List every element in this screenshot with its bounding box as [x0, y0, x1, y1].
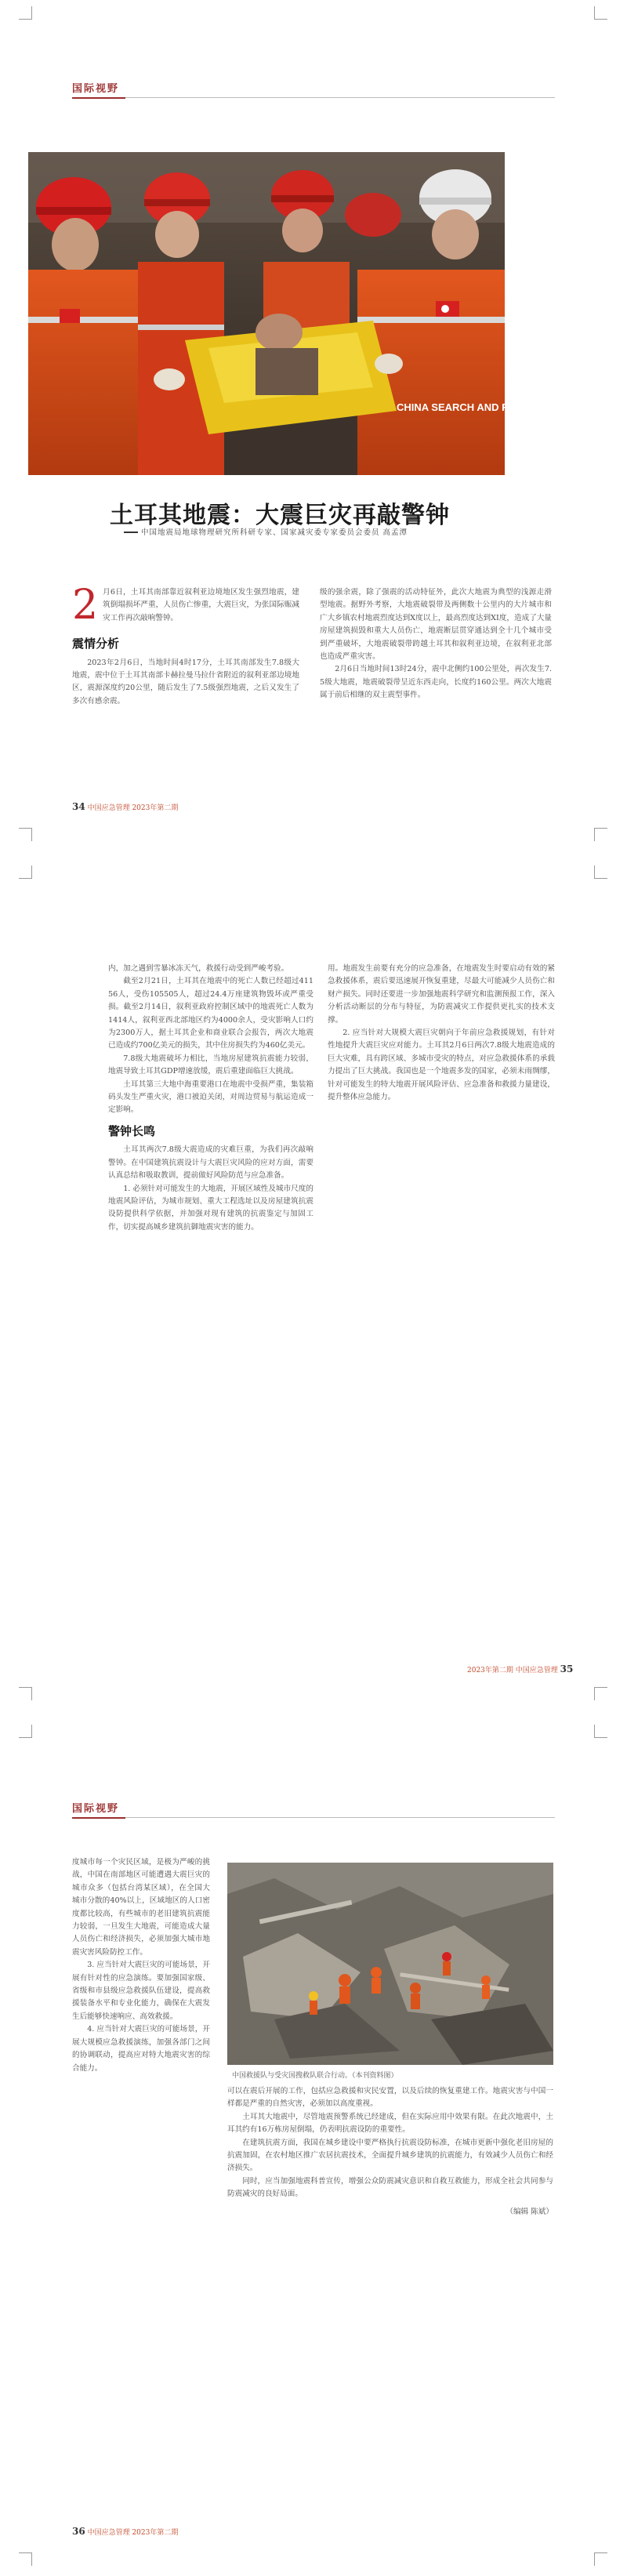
- crop-mark: [594, 1687, 607, 1700]
- section-rule: [72, 1817, 125, 1819]
- paragraph: 内，加之遇到雪暴冰冻天气，救援行动受到严峻考验。: [108, 964, 289, 973]
- paragraph: 同时，应当加强地震科普宣传，增强公众防震减灾意识和自救互救能力，形成全社会共同参与防震减灾的良好局面。: [227, 2176, 553, 2199]
- page-2: [0, 859, 627, 1704]
- crop-mark: [594, 6, 607, 20]
- paragraph: 土耳其大地震中，尽管地震预警系统已经建成，但在实际应用中效果有限。在此次地震中，土耳其约有16万栋房屋倒塌，仍表明抗震设防的重要性。: [227, 2112, 553, 2135]
- paragraph: 2023年2月6日，当地时间4时17分，土耳其南部发生7.8级大地震，震中位于土耳其南部卡赫拉曼马拉什省附近的叙利亚部边境地区，震源深度约20公里，随后发生了7.5级强烈地震，之后又发生了多次有感余震。: [72, 658, 299, 706]
- paragraph: 4. 应当针对大震巨灾的可能场景，开展大规模应急救援演练，加强各部门之间的协调联动，提高应对特大地震灾害的综合能力。: [72, 2025, 210, 2073]
- page-footer: [72, 2526, 178, 2537]
- page-1: [0, 0, 627, 845]
- magazine-name: 中国应急管理 2023年第二期: [87, 804, 179, 812]
- section-heading: 震情分析: [72, 637, 120, 651]
- crop-mark: [19, 6, 32, 20]
- page-footer: [72, 801, 178, 812]
- column-left: [108, 963, 314, 1234]
- section-divider: [125, 97, 555, 98]
- vest-text: CHINA SEARCH AND RESCUE: [397, 401, 545, 413]
- crop-mark: [19, 1725, 32, 1738]
- lead-paragraph: 月6日，土耳其南部靠近叙利亚边境地区发生强烈地震，建筑倒塌损坏严重，人员伤亡惨重，大震巨灾，为张国际赈减灾工作再次敲响警钟。: [103, 588, 299, 622]
- paragraph: 用。地震发生前要有充分的应急准备，在地震发生时要启动有效的紧急救援体系，震后要迅速展开恢复重建，尽最大可能减少人员伤亡和财产损失。同时还要进一步加强地震科学研究和监测预报工作，深入分析活动断层的分布与特征，为防震减灾工作提供更扎实的技术支撑。: [328, 964, 555, 1025]
- paragraph: 土耳其两次7.8级大震造成的灾难巨重，为我们再次敲响警钟。在中国建筑抗震设计与大震巨灾风险的应对方面，需要认真总结和吸取教训，提前做好风险防范与应急准备。: [108, 1145, 314, 1181]
- byline: 中国地震局地球物理研究所科研专家、国家减灾委专家委员会委员 高孟潭: [141, 528, 408, 537]
- page-number: 34: [72, 801, 85, 812]
- rubble-illustration: [227, 1863, 553, 2065]
- crop-mark: [19, 828, 32, 841]
- paragraph: 在建筑抗震方面，我国在城乡建设中要严格执行抗震设防标准，在城市更新中强化老旧房屋的抗震加固，在农村地区推广农居抗震技术，全面提升城乡建筑的抗震能力，有效减少人员伤亡和经济损失。: [227, 2138, 553, 2173]
- paragraph: 7.8级大地震破坏力相比，当地房屋建筑抗震能力较弱，地震导致土耳其GDP增速放缓，震后重建面临巨大挑战。: [108, 1054, 314, 1076]
- section-tag: 国际视野: [72, 1803, 120, 1815]
- column-right: [227, 2085, 553, 2219]
- magazine-name: 中国应急管理 2023年第二期: [87, 2529, 179, 2537]
- article-title: 土耳其地震：大震巨灾再敲警钟: [110, 502, 450, 529]
- section-rule: [72, 97, 125, 99]
- paragraph: 2月6日当地时间13时24分，震中北侧约100公里处，再次发生7.5级大地震，地震破裂带呈近东西走向，长度约160公里。两次大地震属于前后相继的双主震型事件。: [320, 665, 552, 700]
- magazine-name: 2023年第二期 中国应急管理: [467, 1667, 558, 1674]
- crop-mark: [594, 828, 607, 841]
- crop-mark: [594, 865, 607, 879]
- page-number: 36: [72, 2526, 85, 2537]
- rescue-scene-illustration: [28, 152, 545, 475]
- column-left: [72, 1856, 210, 2075]
- photo-caption: 中国救援队与受灾国搜救队联合行动。（本刊资料图）: [232, 2072, 398, 2080]
- crop-mark: [19, 1687, 32, 1700]
- section-tag: 国际视野: [72, 83, 120, 95]
- crop-mark: [19, 865, 32, 879]
- byline-dash: [124, 532, 138, 533]
- column-left: [72, 582, 299, 708]
- section-divider: [125, 1817, 555, 1818]
- editor-credit: （编辑 陈斌）: [506, 2207, 553, 2216]
- drop-cap: 2: [72, 582, 99, 629]
- page-number: 35: [560, 1664, 574, 1674]
- column-right: [328, 963, 555, 1104]
- paragraph: 级的强余震，除了强震的活动特征外，此次大地震为典型的浅源走滑型地震。据野外考察，大地震破裂带及两侧数十公里内的大片城市和广大乡镇农村地震烈度达到X度以上，最高烈度达到XI度，造成了大量房屋建筑损毁和重大人员伤亡，地震断层贯穿通达到全十几个城市受到严重破坏，大地震破裂带跨越土耳其和叙利亚边境，在叙利亚北部也造成严重灾害。: [320, 588, 552, 662]
- crop-mark: [19, 2552, 32, 2566]
- column-right: [320, 586, 552, 702]
- paragraph: 度城市每一个灾民区域，是极为严峻的挑战，中国在南部地区可能遭遇大震巨灾的城市众多（包括台湾某区域），在全国大城市分散的40%以上，区域地区的人口密度都比较高，有些城市的老旧建筑抗震能力较弱，一旦发生大地震，可能造成大量人员伤亡和经济损失，必须加强大城市地震灾害风险防控工作。: [72, 1858, 210, 1957]
- crop-mark: [594, 2552, 607, 2566]
- hero-photo: [28, 152, 545, 475]
- paragraph: 1. 必须针对可能发生的大地震，开展区域性及城市尺度的地震风险评估，为城市规划、重大工程选址以及房屋建筑抗震设防提供科学依据，并加强对现有建筑的抗震鉴定与加固工作，切实提高城乡建筑抗御地震灾害的能力。: [108, 1184, 314, 1232]
- paragraph: 可以在震后开展的工作，包括应急救援和灾民安置，以及后续的恢复重建工作。地震灾害与中国一样都是严重的自然灾害，必须加以高度重视。: [227, 2087, 553, 2109]
- crop-mark: [594, 1725, 607, 1738]
- rubble-photo: [227, 1863, 553, 2065]
- page-footer: [467, 1664, 573, 1674]
- paragraph: 截至2月21日，土耳其在地震中的死亡人数已经超过41156人，受伤105505人，超过24.4万座建筑物毁坏或严重受损。截至2月14日，叙利亚政府控制区域中的地震死亡人数为1414人，叙利亚西北部地区约为4000余人，受灾影响人口约为2300万人，据土耳其企业和商业联合会报告，两次大地震已造成约700亿美元的损失，其中住房损失约为460亿美元。: [108, 977, 314, 1050]
- paragraph: 2. 应当针对大规模大震巨灾朝向于年前应急救援规划，有针对性地提升大震巨灾应对能力。土耳其2月6日两次7.8级大地震造成的巨大灾难，具有跨区域、多城市受灾的特点，对应急救援体系的承载力提出了巨大挑战。我国也是一个地震多发的国家，必须未雨绸缪，针对可能发生的特大地震开展风险评估、应急准备和救援力量建设，提升整体应急能力。: [328, 1029, 555, 1102]
- paragraph: 3. 应当针对大震巨灾的可能场景，开展有针对性的应急演练。要加强国家级、省级和市县级应急救援队伍建设，提高救援装备水平和专业化能力，确保在大震发生后能够快速响应、高效救援。: [72, 1961, 210, 2021]
- section-heading: 警钟长鸣: [108, 1123, 156, 1138]
- paragraph: 土耳其第三大地中海重要港口在地震中受损严重，集装箱码头发生严重火灾，港口被迫关闭，对周边贸易与航运造成一定影响。: [108, 1079, 314, 1115]
- page-3: [0, 1718, 627, 2576]
